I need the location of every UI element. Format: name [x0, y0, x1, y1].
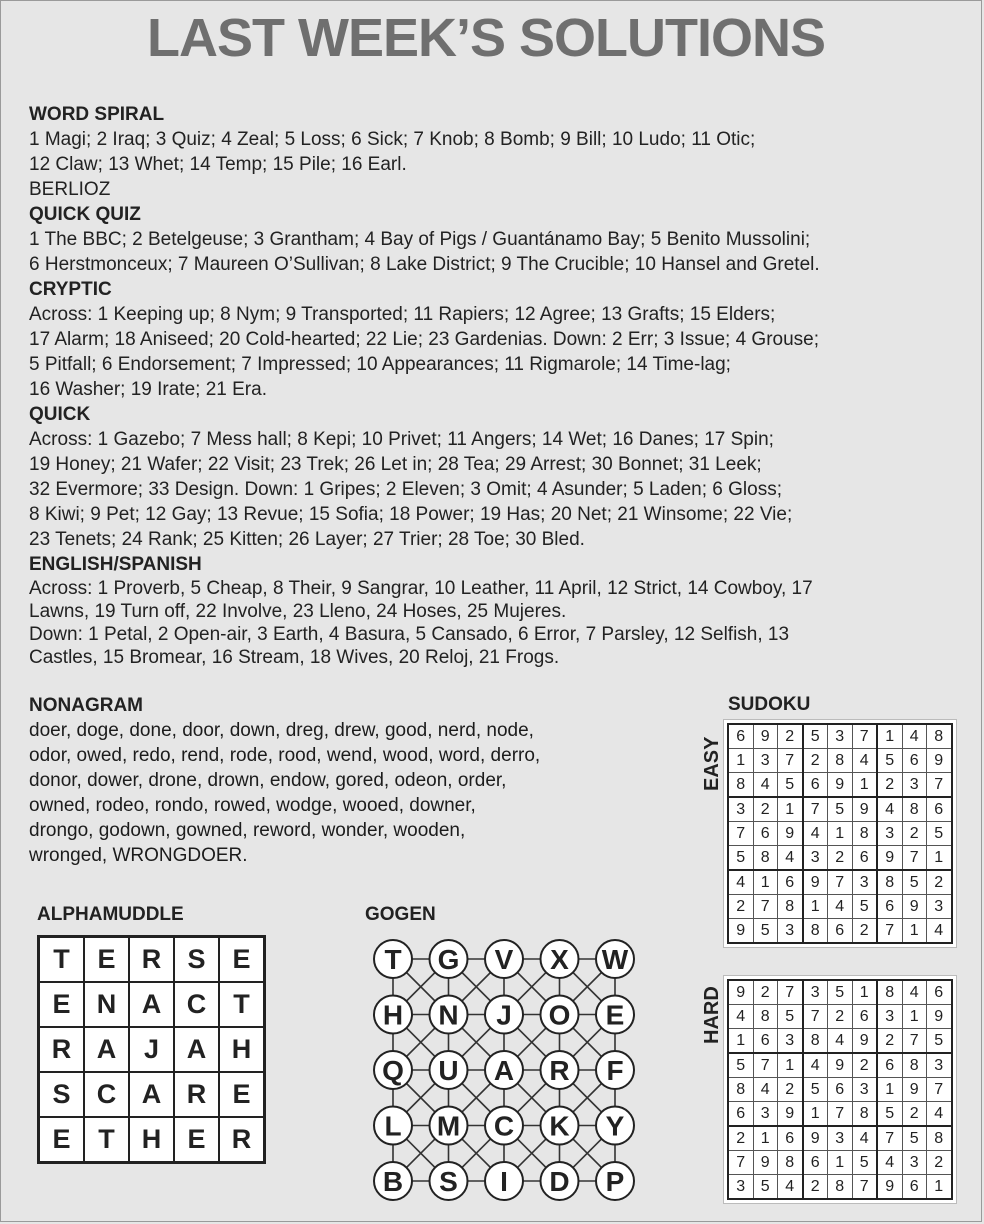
- sudoku-cell: 1: [803, 895, 828, 919]
- alphamuddle-cell: J: [128, 1026, 175, 1073]
- sudoku-cell: 5: [803, 1078, 828, 1102]
- sudoku-cell: 4: [753, 773, 778, 798]
- section-line: 12 Claw; 13 Whet; 14 Temp; 15 Pile; 16 Earl.: [29, 154, 407, 175]
- sudoku-cell: 8: [828, 1175, 853, 1200]
- gogen-letter: S: [439, 1166, 458, 1197]
- sudoku-cell: 5: [753, 1175, 778, 1200]
- sudoku-cell: 1: [902, 919, 927, 944]
- gogen-letter: H: [382, 999, 404, 1031]
- section-line: 6 Herstmonceux; 7 Maureen O’Sullivan; 8 Lake District; 9 The Crucible; 10 Hansel and Gretel.: [29, 254, 820, 275]
- nonagram-heading: NONAGRAM: [29, 695, 143, 716]
- gogen-letter: R: [549, 1055, 570, 1086]
- sudoku-cell: 1: [753, 1126, 778, 1151]
- sudoku-cell: 2: [902, 1102, 927, 1127]
- alphamuddle-cell: R: [173, 1071, 220, 1118]
- sudoku-cell: 1: [803, 1102, 828, 1127]
- sudoku-cell: 9: [778, 822, 803, 846]
- sudoku-cell: 2: [803, 1175, 828, 1200]
- gogen-letter: O: [548, 999, 571, 1031]
- nonagram-line: owned, rodeo, rondo, rowed, wodge, wooed, downer,: [29, 795, 476, 816]
- sudoku-cell: 5: [778, 1005, 803, 1029]
- sudoku-cell: 6: [803, 1151, 828, 1175]
- sudoku-cell: 8: [728, 773, 753, 798]
- gogen-letter: Q: [382, 1055, 404, 1086]
- sudoku-cell: 3: [803, 980, 828, 1005]
- sudoku-cell: 3: [778, 1029, 803, 1054]
- sudoku-cell: 1: [852, 773, 877, 798]
- sudoku-cell: 6: [828, 919, 853, 944]
- sudoku-cell: 7: [803, 1005, 828, 1029]
- nonagram-line: donor, dower, drone, drown, endow, gored, odeon, order,: [29, 770, 507, 791]
- sudoku-cell: 2: [753, 980, 778, 1005]
- sudoku-cell: 1: [877, 724, 902, 749]
- gogen-letter: I: [500, 1166, 508, 1197]
- sudoku-cell: 2: [852, 919, 877, 944]
- sudoku-cell: 2: [778, 724, 803, 749]
- sudoku-cell: 4: [803, 822, 828, 846]
- sudoku-cell: 1: [852, 980, 877, 1005]
- sudoku-cell: 8: [803, 919, 828, 944]
- sudoku-cell: 5: [852, 1151, 877, 1175]
- sudoku-cell: 4: [927, 919, 952, 944]
- sudoku-cell: 9: [877, 1175, 902, 1200]
- sudoku-cell: 6: [728, 724, 753, 749]
- sudoku-easy-label: EASY: [701, 736, 723, 791]
- sudoku-cell: 6: [877, 1053, 902, 1078]
- section-line: Castles, 15 Bromear, 16 Stream, 18 Wives, 20 Reloj, 21 Frogs.: [29, 647, 560, 668]
- sudoku-cell: 4: [852, 1126, 877, 1151]
- alphamuddle-cell: A: [83, 1026, 130, 1073]
- alphamuddle-cell: R: [218, 1116, 265, 1163]
- sudoku-cell: 9: [828, 1053, 853, 1078]
- sudoku-cell: 5: [852, 895, 877, 919]
- sudoku-cell: 2: [778, 1078, 803, 1102]
- section-line: Across: 1 Keeping up; 8 Nym; 9 Transported; 11 Rapiers; 12 Agree; 13 Grafts; 15 Elders;: [29, 304, 776, 325]
- sudoku-cell: 8: [778, 1151, 803, 1175]
- gogen-letter: N: [438, 999, 459, 1031]
- sudoku-cell: 4: [803, 1053, 828, 1078]
- sudoku-cell: 4: [902, 980, 927, 1005]
- alphamuddle-cell: E: [218, 1071, 265, 1118]
- sudoku-cell: 7: [902, 1029, 927, 1054]
- gogen-letter: D: [549, 1166, 570, 1197]
- sudoku-cell: 8: [728, 1078, 753, 1102]
- section-line: Lawns, 19 Turn off, 22 Involve, 23 Lleno, 24 Hoses, 25 Mujeres.: [29, 601, 567, 622]
- sudoku-cell: 8: [753, 1005, 778, 1029]
- gogen-letter: W: [601, 944, 629, 975]
- alphamuddle-cell: R: [128, 936, 175, 983]
- sudoku-cell: 3: [753, 749, 778, 773]
- sudoku-cell: 4: [927, 1102, 952, 1127]
- sudoku-cell: 8: [852, 1102, 877, 1127]
- sudoku-cell: 4: [728, 1005, 753, 1029]
- sudoku-cell: 5: [927, 822, 952, 846]
- sudoku-cell: 6: [803, 773, 828, 798]
- gogen-letter: U: [438, 1055, 459, 1086]
- sudoku-cell: 5: [753, 919, 778, 944]
- nonagram-line: doer, doge, done, door, down, dreg, drew, good, nerd, node,: [29, 720, 534, 741]
- sudoku-cell: 2: [753, 797, 778, 822]
- sudoku-cell: 1: [778, 1053, 803, 1078]
- alphamuddle-cell: A: [173, 1026, 220, 1073]
- sudoku-cell: 6: [828, 1078, 853, 1102]
- sudoku-cell: 5: [902, 870, 927, 895]
- sudoku-easy-grid: [724, 720, 956, 947]
- gogen-letter: T: [384, 944, 402, 975]
- sudoku-cell: 2: [902, 822, 927, 846]
- gogen-grid: [365, 931, 635, 1206]
- gogen-heading: GOGEN: [365, 904, 436, 925]
- sudoku-cell: 4: [877, 797, 902, 822]
- nonagram-line: odor, owed, redo, rend, rode, rood, wend, wood, word, derro,: [29, 745, 541, 766]
- sudoku-cell: 3: [877, 1005, 902, 1029]
- sudoku-cell: 4: [778, 846, 803, 871]
- sudoku-cell: 9: [877, 846, 902, 871]
- sudoku-heading: SUDOKU: [728, 694, 811, 715]
- alphamuddle-cell: E: [38, 1116, 85, 1163]
- alphamuddle-cell: C: [173, 981, 220, 1028]
- sudoku-cell: 7: [728, 822, 753, 846]
- sudoku-cell: 4: [902, 724, 927, 749]
- sudoku-cell: 2: [803, 749, 828, 773]
- sudoku-cell: 8: [803, 1029, 828, 1054]
- alphamuddle-cell: E: [218, 936, 265, 983]
- sudoku-cell: 9: [902, 1078, 927, 1102]
- sudoku-cell: 3: [828, 724, 853, 749]
- section-line: Across: 1 Gazebo; 7 Mess hall; 8 Kepi; 10 Privet; 11 Angers; 14 Wet; 16 Danes; 17 Spin;: [29, 429, 774, 450]
- gogen-letter: L: [384, 1110, 402, 1142]
- sudoku-hard-grid: [724, 976, 956, 1203]
- sudoku-cell: 7: [828, 870, 853, 895]
- sudoku-cell: 4: [828, 1029, 853, 1054]
- section-line: 1 Magi; 2 Iraq; 3 Quiz; 4 Zeal; 5 Loss; 6 Sick; 7 Knob; 8 Bomb; 9 Bill; 10 Ludo; 11 Otic;: [29, 129, 756, 150]
- gogen-letter: G: [437, 944, 460, 975]
- sudoku-cell: 4: [852, 749, 877, 773]
- sudoku-cell: 3: [728, 1175, 753, 1200]
- sudoku-cell: 9: [728, 980, 753, 1005]
- section-line: 23 Tenets; 24 Rank; 25 Kitten; 26 Layer; 27 Trier; 28 Toe; 30 Bled.: [29, 529, 585, 550]
- section-line: 5 Pitfall; 6 Endorsement; 7 Impressed; 10 Appearances; 11 Rigmarole; 14 Time-lag;: [29, 354, 731, 375]
- alphamuddle-cell: H: [218, 1026, 265, 1073]
- alphamuddle-cell: T: [38, 936, 85, 983]
- sudoku-cell: 8: [778, 895, 803, 919]
- sudoku-cell: 4: [877, 1151, 902, 1175]
- sudoku-cell: 8: [927, 724, 952, 749]
- sudoku-cell: 8: [902, 797, 927, 822]
- sudoku-cell: 2: [877, 1029, 902, 1054]
- sudoku-cell: 2: [728, 895, 753, 919]
- sudoku-cell: 5: [728, 1053, 753, 1078]
- nonagram-line: drongo, godown, gowned, reword, wonder, wooden,: [29, 820, 466, 841]
- sudoku-cell: 6: [902, 749, 927, 773]
- alphamuddle-cell: T: [83, 1116, 130, 1163]
- sudoku-cell: 6: [852, 1005, 877, 1029]
- section-line: 8 Kiwi; 9 Pet; 12 Gay; 13 Revue; 15 Sofia; 18 Power; 19 Has; 20 Net; 21 Winsome; 22 Vie;: [29, 504, 793, 525]
- sudoku-cell: 6: [927, 797, 952, 822]
- sudoku-cell: 6: [927, 980, 952, 1005]
- gogen-letter: A: [493, 1055, 515, 1086]
- gogen-letter: F: [606, 1055, 624, 1086]
- sudoku-cell: 8: [877, 870, 902, 895]
- section-line: BERLIOZ: [29, 179, 111, 200]
- sudoku-cell: 9: [728, 919, 753, 944]
- sudoku-cell: 6: [753, 1029, 778, 1054]
- sudoku-cell: 9: [852, 797, 877, 822]
- section-heading: WORD SPIRAL: [29, 104, 165, 125]
- section-line: Down: 1 Petal, 2 Open-air, 3 Earth, 4 Basura, 5 Cansado, 6 Error, 7 Parsley, 12 Selfish, 13: [29, 624, 790, 645]
- gogen-letter: J: [496, 999, 512, 1031]
- section-line: 17 Alarm; 18 Aniseed; 20 Cold-hearted; 22 Lie; 23 Gardenias. Down: 2 Err; 3 Issue; 4 Grouse;: [29, 329, 820, 350]
- alphamuddle-cell: R: [38, 1026, 85, 1073]
- sudoku-cell: 5: [902, 1126, 927, 1151]
- sudoku-cell: 8: [852, 822, 877, 846]
- sudoku-cell: 6: [778, 870, 803, 895]
- sudoku-cell: 8: [828, 749, 853, 773]
- gogen-letter: B: [382, 1166, 404, 1197]
- sudoku-cell: 9: [753, 724, 778, 749]
- nonagram-words: [29, 718, 669, 868]
- sudoku-cell: 5: [828, 980, 853, 1005]
- sudoku-cell: 1: [753, 870, 778, 895]
- sudoku-cell: 7: [852, 724, 877, 749]
- gogen-letter: P: [605, 1166, 625, 1197]
- sudoku-cell: 1: [828, 822, 853, 846]
- sudoku-cell: 7: [877, 1126, 902, 1151]
- solutions-text: [29, 102, 974, 669]
- alphamuddle-cell: C: [83, 1071, 130, 1118]
- sudoku-cell: 2: [927, 870, 952, 895]
- sudoku-cell: 1: [877, 1078, 902, 1102]
- sudoku-cell: 9: [852, 1029, 877, 1054]
- sudoku-cell: 3: [852, 870, 877, 895]
- sudoku-cell: 3: [803, 846, 828, 871]
- sudoku-cell: 4: [753, 1078, 778, 1102]
- sudoku-cell: 3: [927, 895, 952, 919]
- section-line: 32 Evermore; 33 Design. Down: 1 Gripes; 2 Eleven; 3 Omit; 4 Asunder; 5 Laden; 6 Gloss;: [29, 479, 782, 500]
- sudoku-cell: 7: [753, 895, 778, 919]
- sudoku-cell: 8: [927, 1126, 952, 1151]
- sudoku-cell: 1: [902, 1005, 927, 1029]
- sudoku-cell: 6: [728, 1102, 753, 1127]
- nonagram-line: wronged, WRONGDOER.: [29, 845, 248, 866]
- sudoku-cell: 4: [728, 870, 753, 895]
- sudoku-cell: 9: [778, 1102, 803, 1127]
- gogen-letter: C: [493, 1110, 515, 1142]
- sudoku-cell: 1: [778, 797, 803, 822]
- sudoku-cell: 3: [852, 1078, 877, 1102]
- sudoku-cell: 2: [852, 1053, 877, 1078]
- sudoku-cell: 3: [753, 1102, 778, 1127]
- sudoku-cell: 2: [828, 1005, 853, 1029]
- alphamuddle-cell: S: [173, 936, 220, 983]
- gogen-letter: K: [549, 1110, 570, 1142]
- gogen-letter: E: [605, 999, 625, 1031]
- sudoku-cell: 1: [728, 1029, 753, 1054]
- sudoku-cell: 1: [927, 846, 952, 871]
- alphamuddle-cell: H: [128, 1116, 175, 1163]
- sudoku-cell: 1: [927, 1175, 952, 1200]
- sudoku-cell: 2: [927, 1151, 952, 1175]
- sudoku-cell: 3: [828, 1126, 853, 1151]
- alphamuddle-cell: S: [38, 1071, 85, 1118]
- sudoku-cell: 5: [828, 797, 853, 822]
- sudoku-cell: 7: [778, 749, 803, 773]
- sudoku-cell: 7: [927, 1078, 952, 1102]
- gogen-letter: Y: [605, 1110, 625, 1142]
- alphamuddle-cell: A: [128, 1071, 175, 1118]
- section-heading: QUICK QUIZ: [29, 204, 141, 225]
- sudoku-cell: 7: [753, 1053, 778, 1078]
- sudoku-cell: 3: [778, 919, 803, 944]
- section-heading: QUICK: [29, 404, 91, 425]
- sudoku-cell: 5: [927, 1029, 952, 1054]
- sudoku-cell: 7: [852, 1175, 877, 1200]
- sudoku-cell: 5: [728, 846, 753, 871]
- sudoku-cell: 9: [803, 1126, 828, 1151]
- sudoku-cell: 7: [927, 773, 952, 798]
- english-spanish-heading: ENGLISH/SPANISH: [29, 554, 202, 575]
- alphamuddle-cell: N: [83, 981, 130, 1028]
- alphamuddle-heading: ALPHAMUDDLE: [37, 904, 184, 925]
- sudoku-cell: 6: [852, 846, 877, 871]
- sudoku-cell: 9: [803, 870, 828, 895]
- section-line: 1 The BBC; 2 Betelgeuse; 3 Grantham; 4 Bay of Pigs / Guantánamo Bay; 5 Benito Mussolini;: [29, 229, 811, 250]
- sudoku-cell: 7: [728, 1151, 753, 1175]
- alphamuddle-cell: T: [218, 981, 265, 1028]
- alphamuddle-cell: E: [173, 1116, 220, 1163]
- sudoku-cell: 1: [828, 1151, 853, 1175]
- sudoku-cell: 6: [902, 1175, 927, 1200]
- alphamuddle-cell: E: [38, 981, 85, 1028]
- sudoku-cell: 8: [877, 980, 902, 1005]
- alphamuddle-grid: [37, 935, 266, 1164]
- sudoku-cell: 9: [828, 773, 853, 798]
- sudoku-cell: 2: [828, 846, 853, 871]
- sudoku-cell: 8: [902, 1053, 927, 1078]
- sudoku-cell: 3: [902, 773, 927, 798]
- sudoku-cell: 4: [828, 895, 853, 919]
- alphamuddle-cell: E: [83, 936, 130, 983]
- english-spanish-answers: [29, 577, 974, 669]
- sudoku-cell: 5: [877, 749, 902, 773]
- gogen-letter: V: [494, 944, 514, 975]
- sudoku-cell: 7: [828, 1102, 853, 1127]
- sudoku-hard-label: HARD: [701, 986, 723, 1044]
- sudoku-cell: 8: [753, 846, 778, 871]
- sudoku-cell: 9: [927, 1005, 952, 1029]
- sudoku-cell: 7: [778, 980, 803, 1005]
- sudoku-cell: 2: [877, 773, 902, 798]
- sudoku-cell: 1: [728, 749, 753, 773]
- section-heading: CRYPTIC: [29, 279, 112, 300]
- sudoku-cell: 9: [753, 1151, 778, 1175]
- sudoku-cell: 3: [927, 1053, 952, 1078]
- sudoku-cell: 9: [927, 749, 952, 773]
- page-title: LAST WEEK’S SOLUTIONS: [146, 8, 826, 68]
- gogen-letter: M: [436, 1110, 461, 1142]
- alphamuddle-cell: A: [128, 981, 175, 1028]
- sudoku-cell: 9: [902, 895, 927, 919]
- section-line: 16 Washer; 19 Irate; 21 Era.: [29, 379, 267, 400]
- sudoku-cell: 6: [778, 1126, 803, 1151]
- section-line: Across: 1 Proverb, 5 Cheap, 8 Their, 9 Sangrar, 10 Leather, 11 April, 12 Strict, 14 Cowboy, 17: [29, 578, 813, 599]
- section-line: 19 Honey; 21 Wafer; 22 Visit; 23 Trek; 26 Let in; 28 Tea; 29 Arrest; 30 Bonnet; 31 Leek;: [29, 454, 762, 475]
- sudoku-cell: 2: [728, 1126, 753, 1151]
- sudoku-cell: 5: [877, 1102, 902, 1127]
- sudoku-cell: 5: [778, 773, 803, 798]
- sudoku-cell: 3: [877, 822, 902, 846]
- nonagram-section: [29, 693, 669, 868]
- gogen-letter: X: [550, 944, 569, 975]
- sudoku-cell: 5: [803, 724, 828, 749]
- sudoku-cell: 6: [753, 822, 778, 846]
- sudoku-cell: 3: [728, 797, 753, 822]
- sudoku-cell: 6: [877, 895, 902, 919]
- sudoku-cell: 3: [902, 1151, 927, 1175]
- sudoku-cell: 7: [902, 846, 927, 871]
- sudoku-cell: 4: [778, 1175, 803, 1200]
- sudoku-cell: 7: [803, 797, 828, 822]
- sudoku-cell: 7: [877, 919, 902, 944]
